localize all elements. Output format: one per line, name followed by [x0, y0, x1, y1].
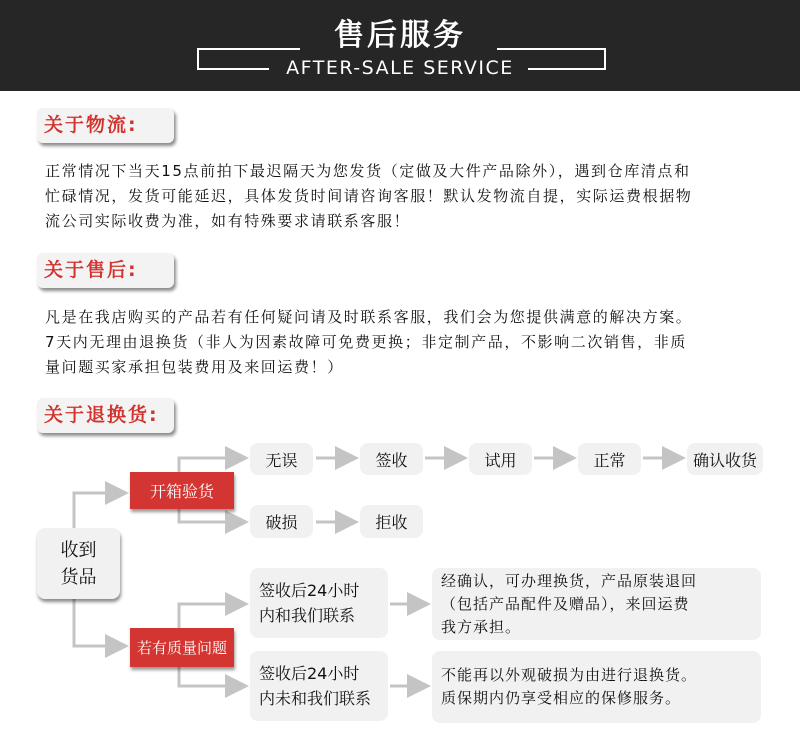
- after-24h-result: [432, 651, 761, 723]
- text-line: 我方承担。: [441, 617, 522, 636]
- text-line: 正常情况下当天15点前拍下最迟隔天为您发货（定做及大件产品除外），遇到仓库清点和: [45, 162, 691, 180]
- after-24h-box: [250, 651, 388, 721]
- text-line: 内和我们联系: [259, 606, 356, 625]
- banner-subtitle: AFTER-SALE SERVICE: [286, 57, 514, 79]
- step-normal: 正常: [578, 443, 641, 475]
- section-heading-aftersale: 关于售后:: [37, 253, 174, 288]
- start-line: 收到: [60, 539, 97, 561]
- text-line: 质保期内仍享受相应的保修服务。: [441, 689, 682, 707]
- text-line: 量问题买家承担包装费用及来回运费！）: [45, 358, 344, 376]
- text-line: 7天内无理由退换货（非人为因素故障可免费更换；非定制产品，不影响二次销售，非质: [45, 333, 687, 351]
- step-confirm: 确认收货: [687, 443, 763, 475]
- connector-inspect-damaged: [179, 509, 246, 522]
- connector-quality-after: [179, 667, 246, 686]
- step-sign: 签收: [360, 443, 423, 475]
- connector-quality-within: [179, 604, 246, 628]
- received-goods-box: [37, 528, 120, 599]
- text-line: 流公司实际收费为准，如有特殊要求请联系客服！: [45, 212, 411, 230]
- step-damaged: 破损: [250, 505, 313, 538]
- connector-start-quality: [74, 599, 126, 646]
- text-line: 不能再以外观破损为由进行退换货。: [441, 666, 698, 684]
- step-trial: 试用: [469, 443, 532, 475]
- within-24h-box: [250, 568, 388, 638]
- banner-title: 售后服务: [334, 18, 466, 53]
- connector-inspect-ok: [179, 458, 246, 472]
- inspect-box: 开箱验货: [130, 472, 234, 509]
- section-heading-returns: 关于退换货:: [37, 398, 174, 433]
- step-reject: 拒收: [360, 505, 423, 538]
- section-heading-logistics: 关于物流:: [37, 108, 174, 143]
- text-line: 签收后24小时: [259, 581, 360, 600]
- text-line: 内未和我们联系: [259, 689, 372, 708]
- text-line: 经确认，可办理换货，产品原装退回: [441, 571, 698, 590]
- step-ok: 无误: [250, 443, 313, 475]
- text-line: 凡是在我店购买的产品若有任何疑问请及时联系客服，我们会为您提供满意的解决方案。: [45, 308, 693, 326]
- text-line: 忙碌情况，发货可能延迟，具体发货时间请咨询客服！默认发物流自提，实际运费根据物: [45, 187, 693, 205]
- text-line: （包括产品配件及赠品），来回运费: [441, 594, 690, 613]
- within-24h-result: [432, 568, 761, 640]
- connector-start-inspect: [74, 493, 126, 528]
- start-line: 货品: [60, 566, 97, 588]
- quality-issue-box: 若有质量问题: [130, 628, 234, 667]
- text-line: 签收后24小时: [259, 664, 360, 683]
